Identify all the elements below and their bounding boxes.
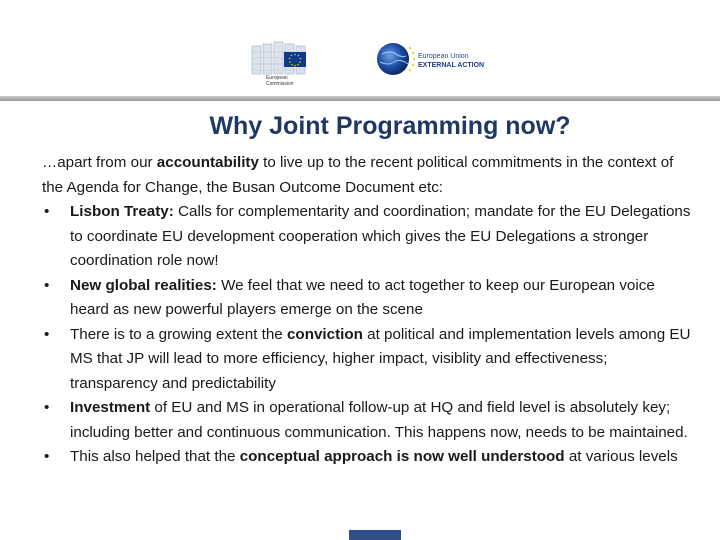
header-divider <box>0 96 720 101</box>
bullet-text-post: We feel that we need to act together to keep our European voice heard as new powerful players emerge on the scene <box>70 276 655 318</box>
eu-external-action-logo <box>374 36 514 84</box>
bullet-item <box>42 200 692 274</box>
bullet-text-bold: conviction <box>286 325 363 343</box>
ec-text-line2: Commission <box>266 81 294 87</box>
bullet-text-post: of EU and MS in operational follow-up at HQ and field level is absolutely key; including better and continuous communication. This happens now, needs to be maintained. <box>70 399 688 441</box>
intro-text-bold: accountability <box>156 154 259 171</box>
footer-tab <box>349 530 401 540</box>
bullet-marker: • <box>44 276 50 294</box>
bullet-list <box>42 200 692 470</box>
slide-title: Why Joint Programming now? <box>209 112 571 140</box>
bullet-item <box>42 396 692 445</box>
ec-text-line1: European <box>266 75 288 81</box>
intro-paragraph <box>42 151 692 200</box>
bullet-text-post: Calls for complementarity and coordination; mandate for the EU Delegations to coordinate EU development cooperation which gives the EU Delegations a stronger coordination role now! <box>70 203 691 269</box>
bullet-text-pre: There is to a growing extent the <box>70 325 287 343</box>
slide-body <box>42 151 692 470</box>
bullet-marker: • <box>44 325 50 343</box>
bullet-marker: • <box>44 203 50 220</box>
bullet-text-bold: conceptual approach is now well understood <box>239 448 565 465</box>
bullet-text-post: at political and implementation levels among EU MS that JP will lead to more efficiency, higher impact, visiblity and effectiveness; transparency and predictability <box>70 325 691 392</box>
bullet-text-bold: Lisbon Treaty: <box>70 203 174 220</box>
eeas-label-line1: European Union <box>418 53 469 60</box>
bullet-item <box>42 323 692 397</box>
bullet-marker: • <box>44 399 50 416</box>
bullet-text-bold: New global realities: <box>70 276 217 294</box>
eeas-label-line2: EXTERNAL ACTION <box>418 62 485 69</box>
globe-icon <box>374 38 416 80</box>
bullet-item <box>42 445 692 470</box>
intro-text-post: to live up to the recent political commitments in the context of the Agenda for Change, the Busan Outcome Document etc: <box>42 154 674 196</box>
bullet-item <box>42 274 692 323</box>
bullet-marker: • <box>44 448 50 465</box>
european-commission-label <box>266 75 294 87</box>
intro-text-pre: …apart from our <box>42 154 157 171</box>
bullet-text-bold: Investment <box>70 399 151 416</box>
bullet-text-post: at various levels <box>564 448 678 465</box>
bullet-text-pre: This also helped that the <box>70 448 240 465</box>
